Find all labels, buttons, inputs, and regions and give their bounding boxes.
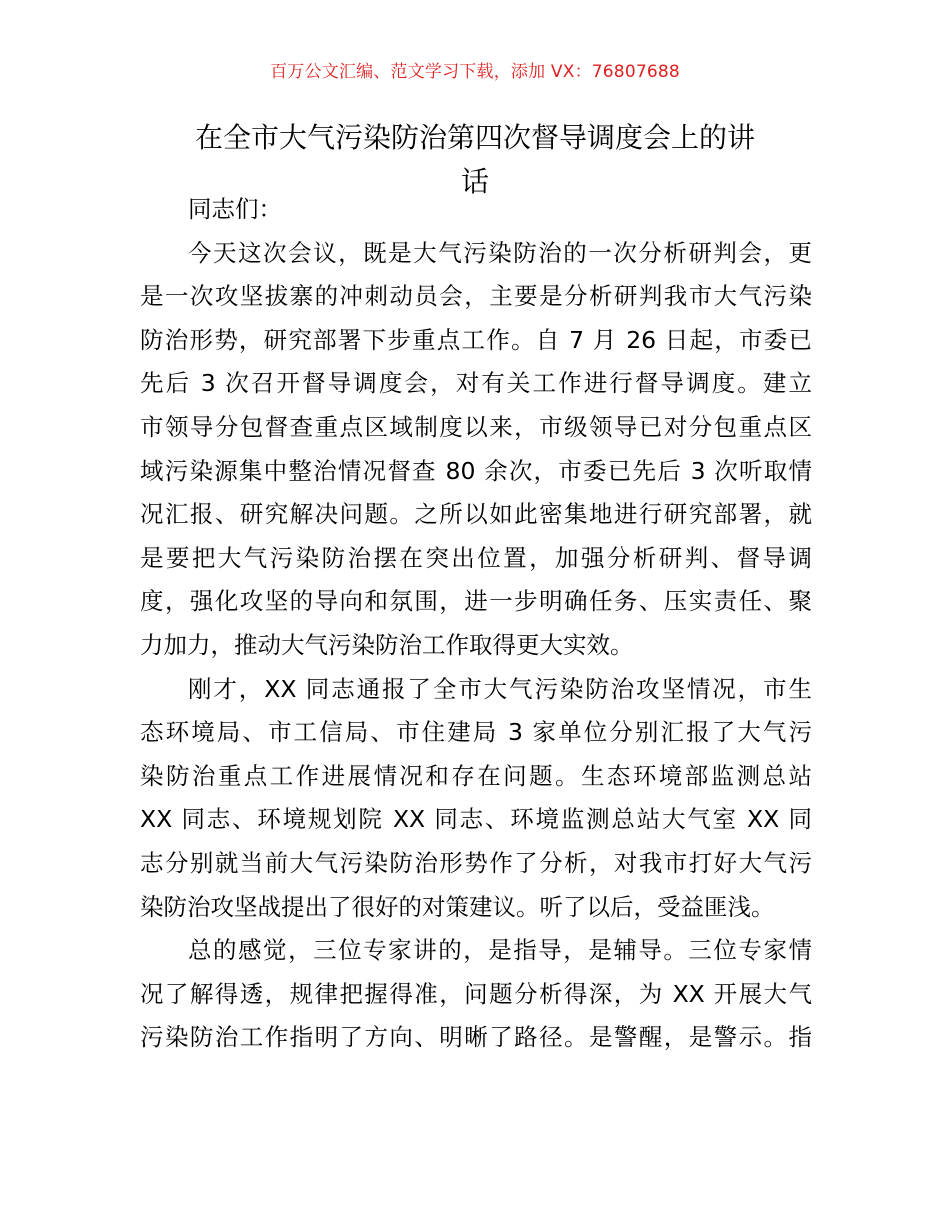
watermark-banner: 百万公文汇编、范文学习下载，添加 VX：76807688 — [270, 62, 680, 82]
paragraph-line: 今天这次会议，既是大气污染防治的一次分析研判会，更 — [188, 238, 812, 267]
paragraph-line: 染防治重点工作进展情况和存在问题。生态环境部监测总站 — [140, 761, 812, 790]
paragraph-line: 是一次攻坚拔寨的冲刺动员会，主要是分析研判我市大气污染 — [140, 282, 812, 311]
paragraph-line: 总的感觉，三位专家讲的，是指导，是辅导。三位专家情 — [188, 936, 812, 965]
paragraph-line: 态环境局、市工信局、市住建局 3 家单位分别汇报了大气污 — [140, 718, 812, 747]
paragraph-line: 先后 3 次召开督导调度会，对有关工作进行督导调度。建立 — [140, 369, 812, 398]
paragraph-2 — [140, 668, 812, 930]
paragraph-line: 污染防治工作指明了方向、明晰了路径。是警醒，是警示。指 — [140, 1023, 812, 1052]
paragraph-line: 染防治攻坚战提出了很好的对策建议。听了以后，受益匪浅。 — [140, 892, 775, 921]
title-line-2: 话 — [460, 165, 489, 198]
paragraph-line: XX 同志、环境规划院 XX 同志、环境监测总站大气室 XX 同 — [140, 805, 812, 834]
paragraph-line: 市领导分包督查重点区域制度以来，市级领导已对分包重点区 — [140, 412, 812, 441]
paragraph-line: 况汇报、研究解决问题。之所以如此密集地进行研究部署，就 — [140, 500, 812, 529]
paragraph-line: 域污染源集中整治情况督查 80 余次，市委已先后 3 次听取情 — [140, 456, 812, 485]
paragraph-line: 刚才，XX 同志通报了全市大气污染防治攻坚情况，市生 — [188, 674, 812, 703]
paragraph-line: 度，强化攻坚的导向和氛围，进一步明确任务、压实责任、聚 — [140, 587, 812, 616]
paragraph-1 — [140, 232, 812, 668]
paragraph-line: 力加力，推动大气污染防治工作取得更大实效。 — [140, 630, 634, 659]
paragraph-3 — [140, 929, 812, 1060]
document-body — [140, 188, 812, 1060]
paragraph-line: 况了解得透，规律把握得准，问题分析得深，为 XX 开展大气 — [140, 979, 812, 1008]
paragraph-line: 志分别就当前大气污染防治形势作了分析，对我市打好大气污 — [140, 848, 812, 877]
paragraph-line: 防治形势，研究部署下步重点工作。自 7 月 26 日起，市委已 — [140, 325, 812, 354]
salutation: 同志们： — [188, 195, 282, 223]
title-line-1: 在全市大气污染防治第四次督导调度会上的讲 — [194, 121, 755, 154]
paragraph-line: 是要把大气污染防治摆在突出位置，加强分析研判、督导调 — [140, 543, 812, 572]
